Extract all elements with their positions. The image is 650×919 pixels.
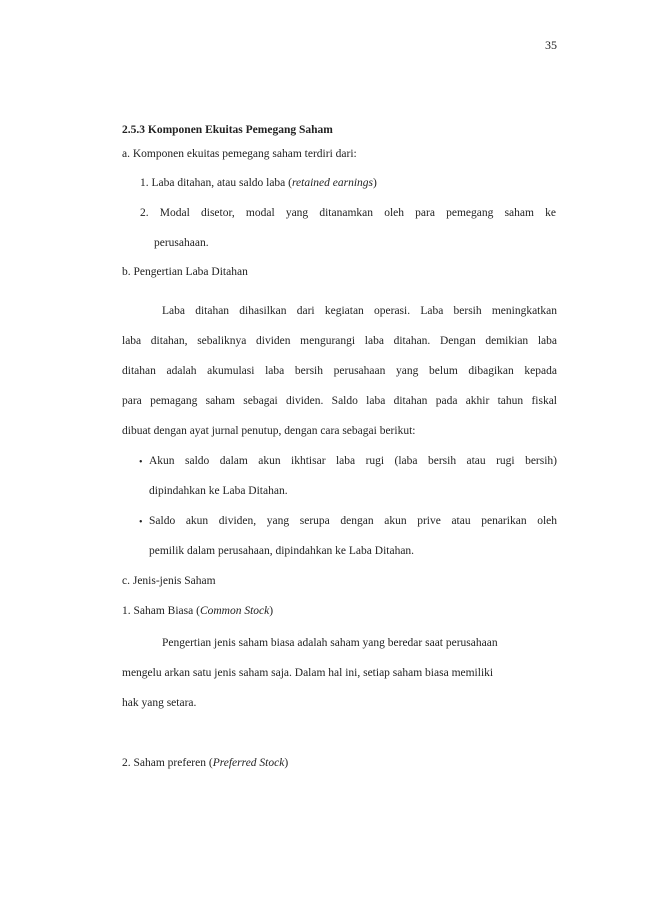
- list-c-item-1-italic: Common Stock: [199, 605, 270, 617]
- list-a-item-2-line1: 2. Modal disetor, modal yang ditanamkan oleh para pemegang saham ke: [140, 207, 556, 219]
- paragraph-b-line-5: dibuat dengan ayat jurnal penutup, dengan cara sebagai berikut:: [122, 425, 416, 437]
- bullet-1-line1: Akun saldo dalam akun ikhtisar laba rugi (laba bersih atau rugi bersih): [149, 455, 557, 467]
- bullet-icon: •: [139, 457, 143, 468]
- paragraph-c-line-1: Pengertian jenis saham biasa adalah saham yang beredar saat perusahaan: [162, 637, 498, 649]
- paragraph-c-line-2: mengelu arkan satu jenis saham saja. Dalam hal ini, setiap saham biasa memiliki: [122, 667, 494, 679]
- section-heading: 2.5.3 Komponen Ekuitas Pemegang Saham: [122, 124, 333, 136]
- list-c-item-1-close: ): [269, 605, 274, 617]
- list-c-label: c. Jenis-jenis Saham: [122, 575, 216, 587]
- paragraph-b-line-2: laba ditahan, sebaliknya dividen mengurangi laba ditahan. Dengan demikian laba: [122, 335, 557, 347]
- list-a-label: a. Komponen ekuitas pemegang saham terdiri dari:: [122, 148, 357, 160]
- bullet-2-line2: pemilik dalam perusahaan, dipindahkan ke Laba Ditahan.: [149, 545, 415, 557]
- list-a-item-1-italic: retained earnings: [292, 177, 374, 189]
- list-a-item-1-close: ): [373, 177, 377, 189]
- list-c-item-2-text: 2. Saham preferen (: [122, 757, 213, 769]
- paragraph-b-line-3: ditahan adalah akumulasi laba bersih perusahaan yang belum dibagikan kepada: [122, 365, 557, 377]
- list-c-item-1: [122, 605, 273, 617]
- list-a-item-2-line2: perusahaan.: [154, 237, 209, 249]
- bullet-2-line1: Saldo akun dividen, yang serupa dengan akun prive atau penarikan oleh: [149, 515, 557, 527]
- bullet-1-line2: dipindahkan ke Laba Ditahan.: [149, 485, 288, 497]
- page-number: 35: [545, 38, 557, 52]
- list-c-item-2: [122, 757, 288, 769]
- list-c-item-1-text: 1. Saham Biasa (: [122, 605, 200, 617]
- list-b-label: b. Pengertian Laba Ditahan: [122, 266, 248, 278]
- list-c-item-2-close: ): [284, 757, 289, 769]
- bullet-icon: •: [139, 517, 143, 528]
- list-a-item-1: [140, 177, 377, 189]
- paragraph-b-line-4: para pemagang saham sebagai dividen. Saldo laba ditahan pada akhir tahun fiskal: [122, 395, 557, 407]
- paragraph-b-line-1: Laba ditahan dihasilkan dari kegiatan operasi. Laba bersih meningkatkan: [162, 305, 557, 317]
- list-c-item-2-italic: Preferred Stock: [212, 757, 285, 769]
- list-a-item-1-text: 1. Laba ditahan, atau saldo laba (: [140, 177, 292, 189]
- paragraph-c-line-3: hak yang setara.: [122, 697, 197, 709]
